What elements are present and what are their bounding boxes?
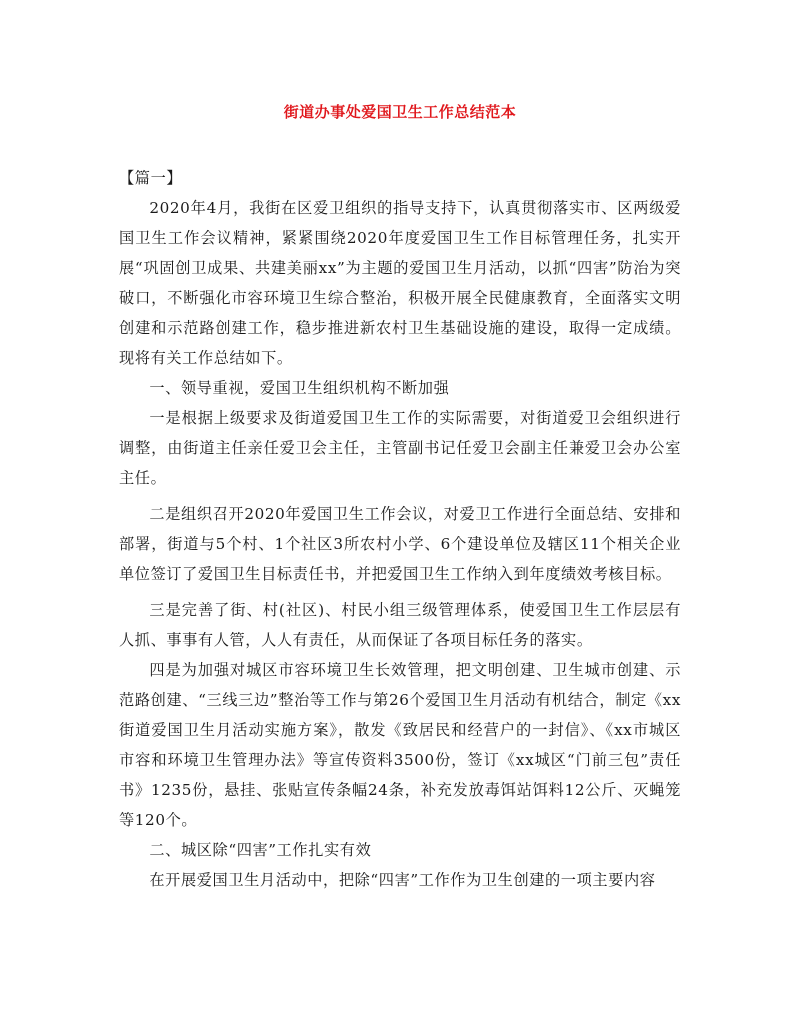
paragraph-item-4: 四是为加强对城区市容环境卫生长效管理，把文明创建、卫生城市创建、示范路创建、“三线三边”整治等工作与第26个爱国卫生月活动有机结合，制定《xx街道爱国卫生月活动实施方案》，散发《致居民和经营户的一封信》、《xx市城区市容和环境卫生管理办法》等宣传资料3500份，签订《xx城区“门前三包”责任书》1235份，悬挂、张贴宣传条幅24条，补充发放毒饵站饵料12公斤、灭蝇笼等120个。 bbox=[119, 661, 681, 829]
paragraph-item-3: 三是完善了街、村(社区)、村民小组三级管理体系，使爱国卫生工作层层有人抓、事事有人管，人人有责任，从而保证了各项目标任务的落实。 bbox=[119, 601, 681, 649]
section-heading-2: 二、城区除“四害”工作扎实有效 bbox=[149, 841, 372, 859]
section-marker: 【篇一】 bbox=[119, 169, 183, 187]
intro-paragraph: 2020年4月，我街在区爱卫组织的指导支持下，认真贯彻落实市、区两级爱国卫生工作会议精神，紧紧围绕2020年度爱国卫生工作目标管理任务，扎实开展“巩固创卫成果、共建美丽xx”为主题的爱国卫生月活动，以抓“四害”防治为突破口，不断强化市容环境卫生综合整治，积极开展全民健康教育，全面落实文明创建和示范路创建工作，稳步推进新农村卫生基础设施的建设，取得一定成绩。现将有关工作总结如下。 bbox=[119, 199, 681, 367]
paragraph-section-2: 在开展爱国卫生月活动中，把除“四害”工作作为卫生创建的一项主要内容 bbox=[149, 871, 656, 889]
section-heading-1: 一、领导重视，爱国卫生组织机构不断加强 bbox=[149, 379, 450, 397]
paragraph-item-1: 一是根据上级要求及街道爱国卫生工作的实际需要，对街道爱卫会组织进行调整，由街道主任亲任爱卫会主任，主管副书记任爱卫会副主任兼爱卫会办公室主任。 bbox=[119, 409, 681, 487]
document-title: 街道办事处爱国卫生工作总结范本 bbox=[283, 103, 517, 121]
paragraph-item-2: 二是组织召开2020年爱国卫生工作会议，对爱卫工作进行全面总结、安排和部署，街道与5个村、1个社区3所农村小学、6个建设单位及辖区11个相关企业单位签订了爱国卫生目标责任书，并把爱国卫生工作纳入到年度绩效考核目标。 bbox=[119, 505, 681, 583]
document-body bbox=[119, 163, 681, 895]
